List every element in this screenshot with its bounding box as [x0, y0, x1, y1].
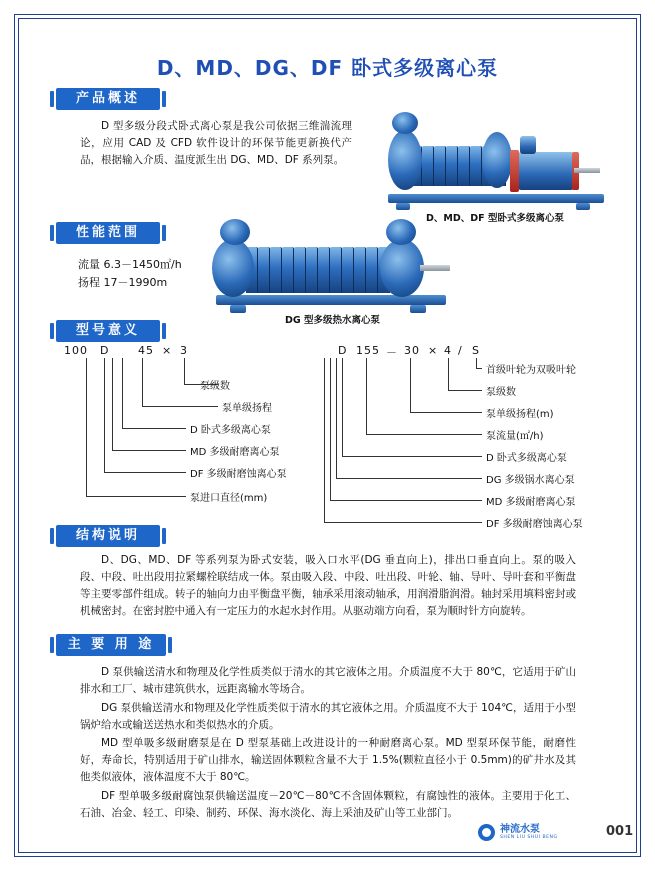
- model-left-legend-5: 泵进口直径(mm): [190, 493, 268, 504]
- structure-paragraph-1: D、DG、MD、DF 等系列泵为卧式安装，吸入口水平(DG 垂直向上)，排出口垂直向上。泵的吸入段、中段、吐出段用拉紧螺栓联结成一体。泵由吸入段、中段、吐出段、叶轮、轴、导叶、导叶套和平衡盘等主要零部件组成。转子的轴向力由平衡盘平衡，轴承采用滚动轴承，用润滑脂润滑。轴封采用填料密封或机械密封。在密封腔中通入有一定压力的水起水封作用。从驱动端方向看，泵为顺时针方向旋转。: [80, 554, 576, 617]
- model-left-legend-3: MD 多级耐磨离心泵: [190, 447, 280, 458]
- model-code-left-d: D: [100, 344, 110, 357]
- company-logo: [478, 824, 558, 841]
- usage-paragraph-3: MD 型单吸多级耐磨泵是在 D 型泵基础上改进设计的一种耐磨离心泵。MD 型泵环保节能，耐磨性好，寿命长，特别适用于矿山排水，输送固体颗粒含量不大于 1.5%(颗粒直径小于 0.5mm)的矿井水及其他类似液体，液体温度不大于 80℃。: [80, 737, 576, 783]
- model-code-left-45: 45: [138, 344, 154, 357]
- section-banner-overview: 产品概述: [56, 88, 160, 110]
- figure-pump-dg: [200, 215, 465, 325]
- logo-text-cn: 神流水泵: [500, 823, 540, 835]
- performance-flow: 流量 6.3－1450㎡/h: [78, 258, 182, 271]
- model-code-right-slash: /: [458, 344, 463, 357]
- model-left-legend-4: DF 多级耐磨蚀离心泵: [190, 469, 287, 480]
- figure-pump-d-md-df: [370, 90, 620, 224]
- model-right-legend-4: D 卧式多级离心泵: [486, 453, 567, 464]
- model-code-right-155: 155: [356, 344, 380, 357]
- model-right-legend-0: 首级叶轮为双吸叶轮: [486, 365, 576, 376]
- model-left-legend-1: 泵单级扬程: [222, 403, 272, 414]
- usage-paragraph-2: DG 泵供输送清水和物理及化学性质类似于清水的其它液体之用。介质温度不大于 104℃，适用于小型锅炉给水或输送送热水和类似热水的介质。: [80, 702, 576, 731]
- model-code-right-d: D: [338, 344, 348, 357]
- model-right-legend-3: 泵流量(㎡/h): [486, 431, 544, 442]
- overview-text: D 型多级分段式卧式离心泵是我公司依据三维湍流理论，应用 CAD 及 CFD 软件设计的环保节能更新换代产品，根据输入介质、温度派生出 DG、MD、DF 系列泵。: [80, 120, 352, 166]
- page-number: 001: [606, 824, 634, 839]
- model-left-legend-0: 泵级数: [200, 381, 230, 392]
- model-right-legend-2: 泵单级扬程(m): [486, 409, 554, 420]
- section-banner-model: 型号意义: [56, 320, 160, 342]
- model-right-legend-1: 泵级数: [486, 387, 516, 398]
- performance-head: 扬程 17－1990m: [78, 276, 168, 289]
- model-code-right-4: 4: [444, 344, 452, 357]
- figure-caption-1: D、MD、DF 型卧式多级离心泵: [426, 213, 564, 224]
- model-code-right-30: 30: [404, 344, 420, 357]
- section-banner-structure: 结构说明: [56, 525, 160, 547]
- figure-caption-2: DG 型多级热水离心泵: [285, 315, 380, 326]
- model-code-right-dash: －: [386, 346, 398, 359]
- model-code-left-3: 3: [180, 344, 188, 357]
- model-code-left-100: 100: [64, 344, 88, 357]
- section-banner-performance: 性能范围: [56, 222, 160, 244]
- logo-mark-icon: [478, 824, 495, 841]
- model-left-legend-2: D 卧式多级离心泵: [190, 425, 271, 436]
- usage-paragraph-4: DF 型单吸多级耐腐蚀泵供输送温度－20℃－80℃不含固体颗粒，有腐蚀性的液体。主要用于化工、石油、冶金、轻工、印染、制药、环保、海水淡化、海上采油及矿山等工业部门。: [80, 790, 576, 819]
- section-banner-usage: 主 要 用 途: [56, 634, 166, 656]
- model-code-left-times: ×: [162, 344, 173, 357]
- usage-paragraph-1: D 泵供输送清水和物理及化学性质类似于清水的其它液体之用。介质温度不大于 80℃，它适用于矿山排水和工厂、城市建筑供水，远距离输水等场合。: [80, 666, 576, 695]
- page-title: D、MD、DG、DF 卧式多级离心泵: [156, 56, 499, 80]
- model-right-legend-5: DG 多级锅水离心泵: [486, 475, 575, 486]
- model-code-right-times: ×: [428, 344, 439, 357]
- logo-text-en: SHEN LIU SHUI BENG: [500, 834, 558, 840]
- model-right-legend-6: MD 多级耐磨离心泵: [486, 497, 576, 508]
- model-right-legend-7: DF 多级耐磨蚀离心泵: [486, 519, 583, 530]
- model-code-right-s: S: [472, 344, 480, 357]
